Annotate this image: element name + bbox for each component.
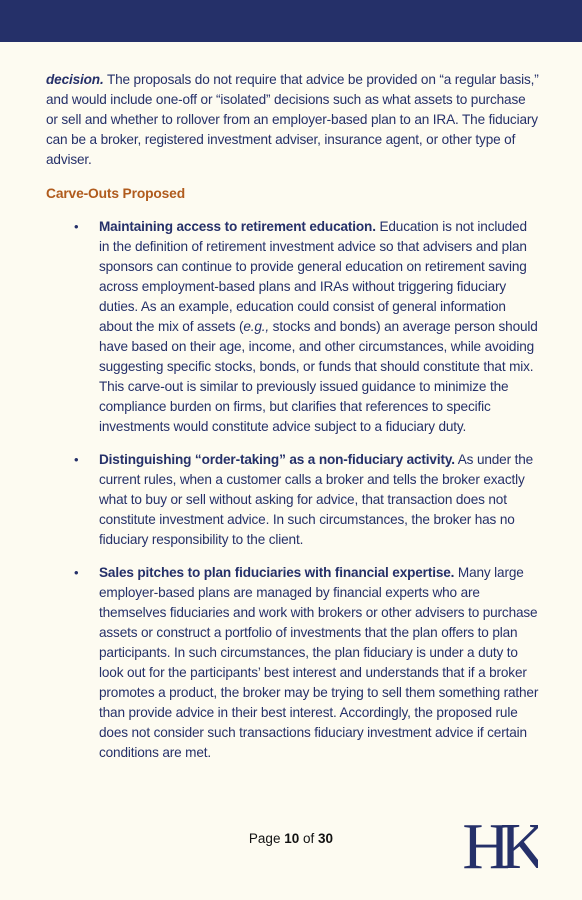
bullet-text: Education is not included in the definition of retirement investment advice so that advisers and plan sponsors can continue to provide general education on retirement saving across employment-based plans and IRAs without triggering fiduciary duties. As an example, education could consist of general information about the mix of assets (: [99, 219, 527, 334]
list-item-order-taking: [46, 450, 540, 550]
intro-paragraph: [46, 70, 540, 170]
bullet-title: Sales pitches to plan fiduciaries with financial expertise.: [99, 565, 455, 580]
of-word: of: [303, 831, 315, 846]
list-item-sales-pitches: [46, 563, 540, 763]
bullet-icon: •: [74, 452, 79, 467]
hk-logo-icon: [462, 806, 538, 876]
current-page-number: 10: [284, 831, 300, 846]
page-word: Page: [248, 831, 281, 846]
section-heading: Carve-Outs Proposed: [46, 186, 185, 201]
list-item-education: [46, 217, 540, 437]
total-page-count: 30: [318, 831, 334, 846]
intro-text: The proposals do not require that advice be provided on “a regular basis,” and would include one-off or “isolated” decisions such as what assets to purchase or sell and whether to rollover from an employer-based plan to an IRA. The fiduciary can be a broker, registered investment adviser, insurance agent, or other type of adviser.: [46, 72, 539, 167]
bullet-title: Maintaining access to retirement education.: [99, 219, 376, 234]
bullet-icon: •: [74, 219, 79, 234]
intro-lead: decision.: [46, 72, 104, 87]
bullet-icon: •: [74, 565, 79, 580]
bullet-title: Distinguishing “order-taking” as a non-fiduciary activity.: [99, 452, 455, 467]
page-content: [46, 70, 540, 776]
bullet-emphasis: e.g.,: [243, 319, 270, 334]
bullet-text: Many large employer-based plans are managed by financial experts who are themselves fiduciaries and work with brokers or other advisers to purchase assets or construct a portfolio of investments that the plan offers to plan participants. In such circumstances, the plan fiduciary is under a duty to look out for the participants’ best interest and understands that if a broker promotes a product, the broker may be trying to sell them something rather than provide advice in their best interest. Accordingly, the proposed rule does not consider such transactions fiduciary investment advice if certain conditions are met.: [99, 565, 539, 760]
hk-logo-text: HK: [462, 810, 538, 876]
carve-out-list: [46, 217, 540, 763]
bullet-text-continued: stocks and bonds) an average person should have based on their age, income, and other circumstances, while avoiding suggesting specific stocks, bonds, or funds that should constitute that mix. This carve-out is similar to previously issued guidance to minimize the compliance burden on firms, but clarifies that references to specific investments would constitute advice subject to a fiduciary duty.: [99, 319, 538, 434]
header-bar: [0, 0, 582, 42]
bullet-text: As under the current rules, when a customer calls a broker and tells the broker exactly what to buy or sell without asking for advice, that transaction does not constitute investment advice. In such circumstances, the broker has no fiduciary responsibility to the client.: [99, 452, 534, 547]
